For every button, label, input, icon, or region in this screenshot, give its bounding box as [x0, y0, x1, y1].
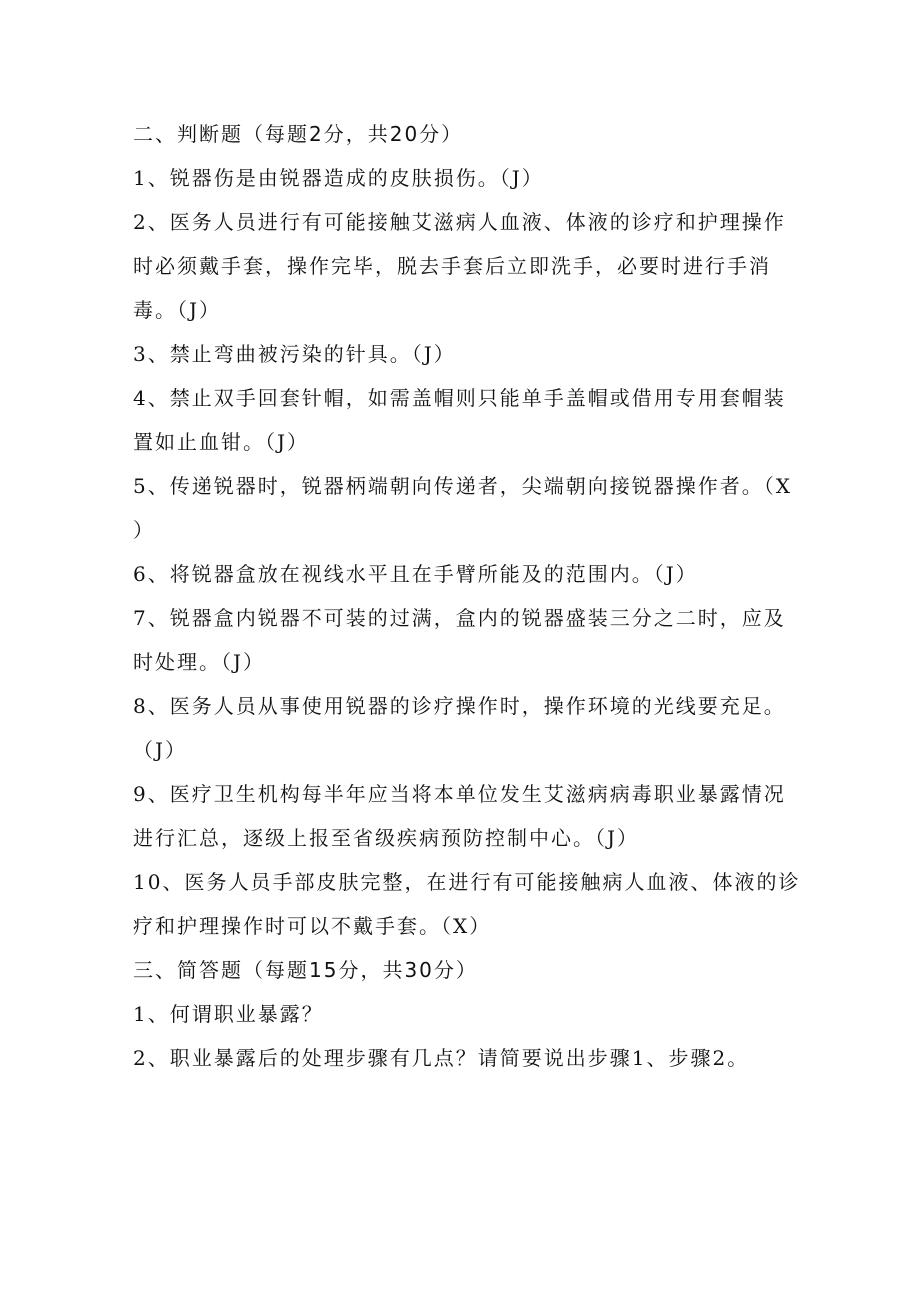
question-line: 疗和护理操作时可以不戴手套。（X） [133, 914, 492, 938]
question-line: 时处理。（J） [133, 650, 266, 674]
question-line: 毒。（J） [133, 298, 222, 322]
question-item [133, 992, 793, 1036]
question-line: 2、医务人员进行有可能接触艾滋病人血液、体液的诊疗和护理操作 [133, 210, 786, 234]
question-item [133, 376, 793, 464]
question-line: 进行汇总，逐级上报至省级疾病预防控制中心。（J） [133, 826, 640, 850]
question-line: 8、医务人员从事使用锐器的诊疗操作时，操作环境的光线要充足。 [133, 694, 786, 718]
question-item [133, 552, 793, 596]
question-item [133, 596, 793, 684]
question-item [133, 200, 793, 332]
question-item [133, 1036, 793, 1080]
question-line: 2、职业暴露后的处理步骤有几点？请简要说出步骤1、步骤2。 [133, 1046, 750, 1070]
question-line: 5、传递锐器时，锐器柄端朝向传递者，尖端朝向接锐器操作者。（X [133, 474, 792, 498]
section-3-heading: 三、简答题（每题15分，共30分） [133, 958, 478, 982]
section-2-heading: 二、判断题（每题2分，共20分） [133, 122, 464, 146]
question-line: 1、锐器伤是由锐器造成的皮肤损伤。（J） [133, 166, 544, 190]
question-line: 9、医疗卫生机构每半年应当将本单位发生艾滋病病毒职业暴露情况 [133, 782, 786, 806]
question-line: 10、医务人员手部皮肤完整，在进行有可能接触病人血液、体液的诊 [133, 870, 801, 894]
question-line: 1、何谓职业暴露？ [133, 1002, 324, 1026]
question-line: 3、禁止弯曲被污染的针具。（J） [133, 342, 456, 366]
question-line: 7、锐器盒内锐器不可装的过满，盒内的锐器盛装三分之二时，应及 [133, 606, 786, 630]
question-line: 置如止血钳。（J） [133, 430, 310, 454]
question-line: 6、将锐器盒放在视线水平且在手臂所能及的范围内。（J） [133, 562, 698, 586]
question-item [133, 772, 793, 860]
question-line: ） [133, 518, 155, 542]
question-item [133, 860, 801, 948]
question-item [133, 684, 793, 772]
question-item [133, 332, 793, 376]
question-item [133, 464, 793, 552]
document-content [133, 112, 801, 1080]
question-line: 4、禁止双手回套针帽，如需盖帽则只能单手盖帽或借用专用套帽装 [133, 386, 786, 410]
question-line: （J） [133, 738, 188, 762]
question-item [133, 156, 793, 200]
question-line: 时必须戴手套，操作完毕，脱去手套后立即洗手，必要时进行手消 [133, 254, 771, 278]
